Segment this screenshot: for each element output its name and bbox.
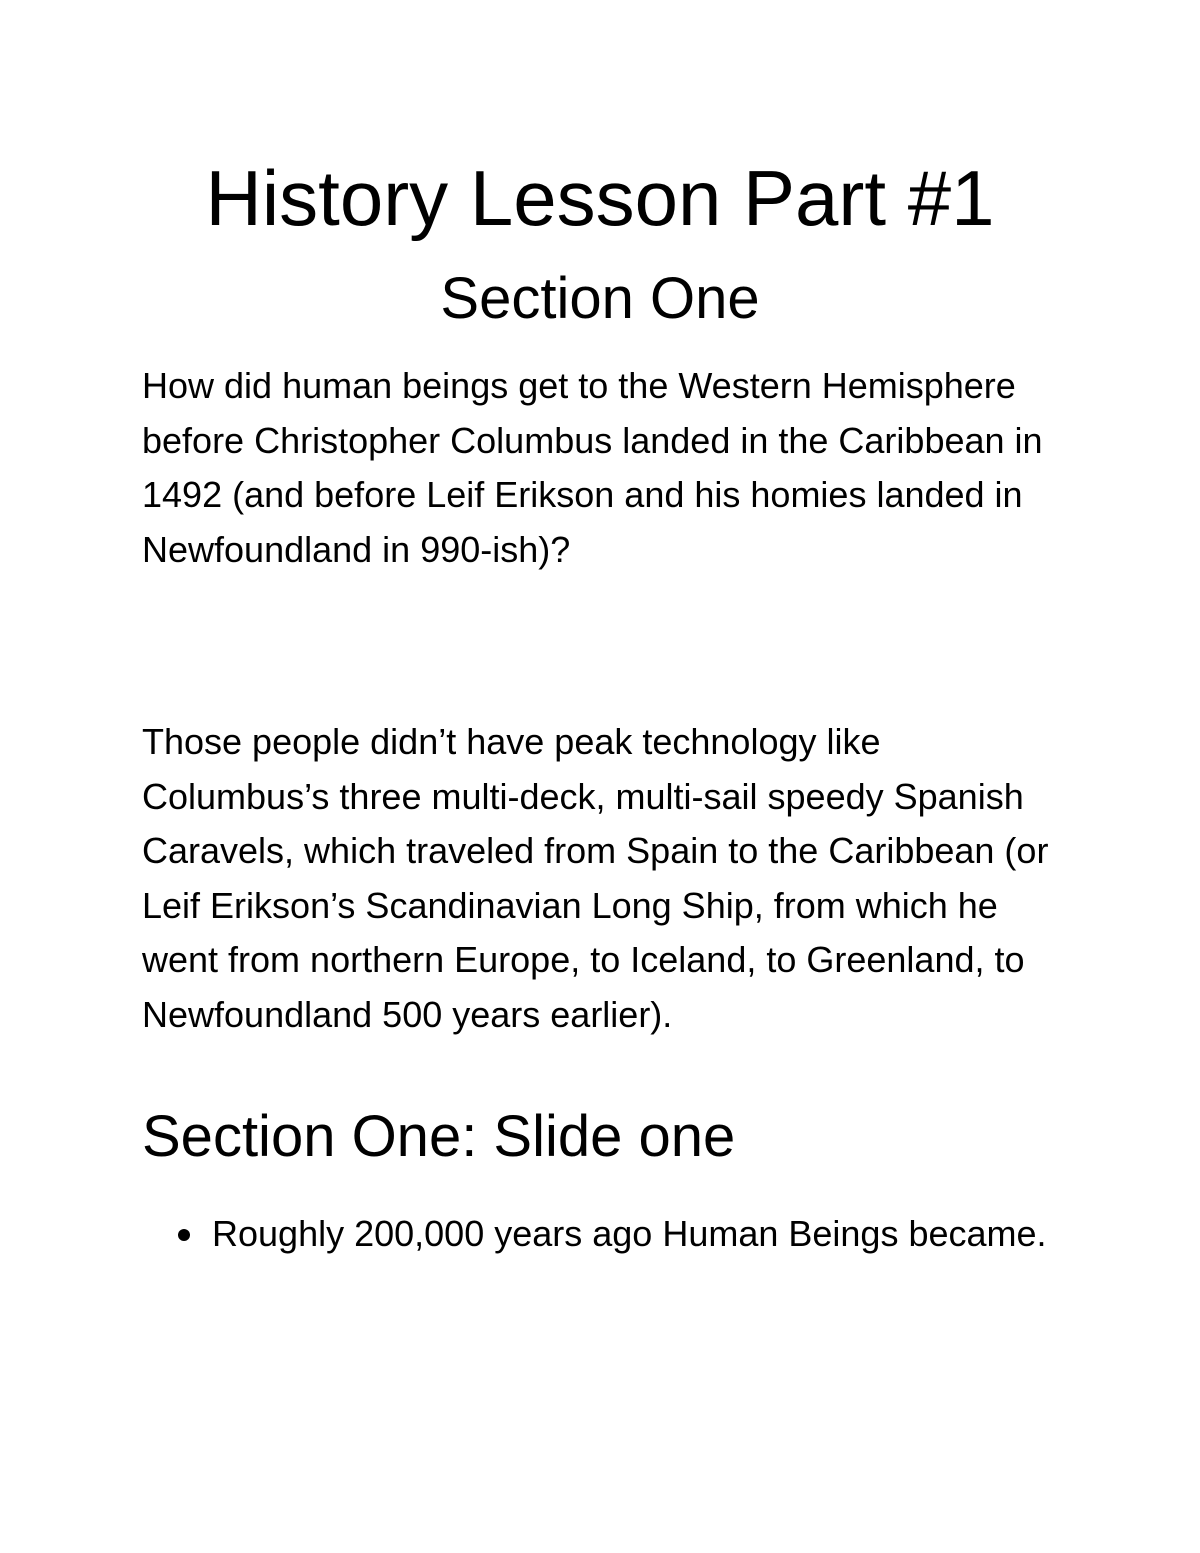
- bullet-icon: [178, 1229, 190, 1241]
- list-item: [178, 1207, 1058, 1260]
- bullet-text: Roughly 200,000 years ago Human Beings became.: [212, 1213, 1047, 1254]
- page-title: History Lesson Part #1: [205, 154, 995, 242]
- page-subtitle: Section One: [440, 266, 760, 331]
- bullet-list: [178, 1207, 1058, 1260]
- section-heading: Section One: Slide one: [142, 1104, 736, 1169]
- intro-paragraph: How did human beings get to the Western Hemisphere before Christopher Columbus landed in the Caribbean in 1492 (and before Leif Erikson and his homies landed in Newfoundland in 990-ish)?: [142, 365, 1043, 570]
- body-paragraph: Those people didn’t have peak technology like Columbus’s three multi-deck, multi-sail speedy Spanish Caravels, which traveled from Spain to the Caribbean (or Leif Erikson’s Scandinavian Long Ship, from which he went from northern Europe, to Iceland, to Greenland, to Newfoundland 500 years earlier).: [142, 721, 1049, 1035]
